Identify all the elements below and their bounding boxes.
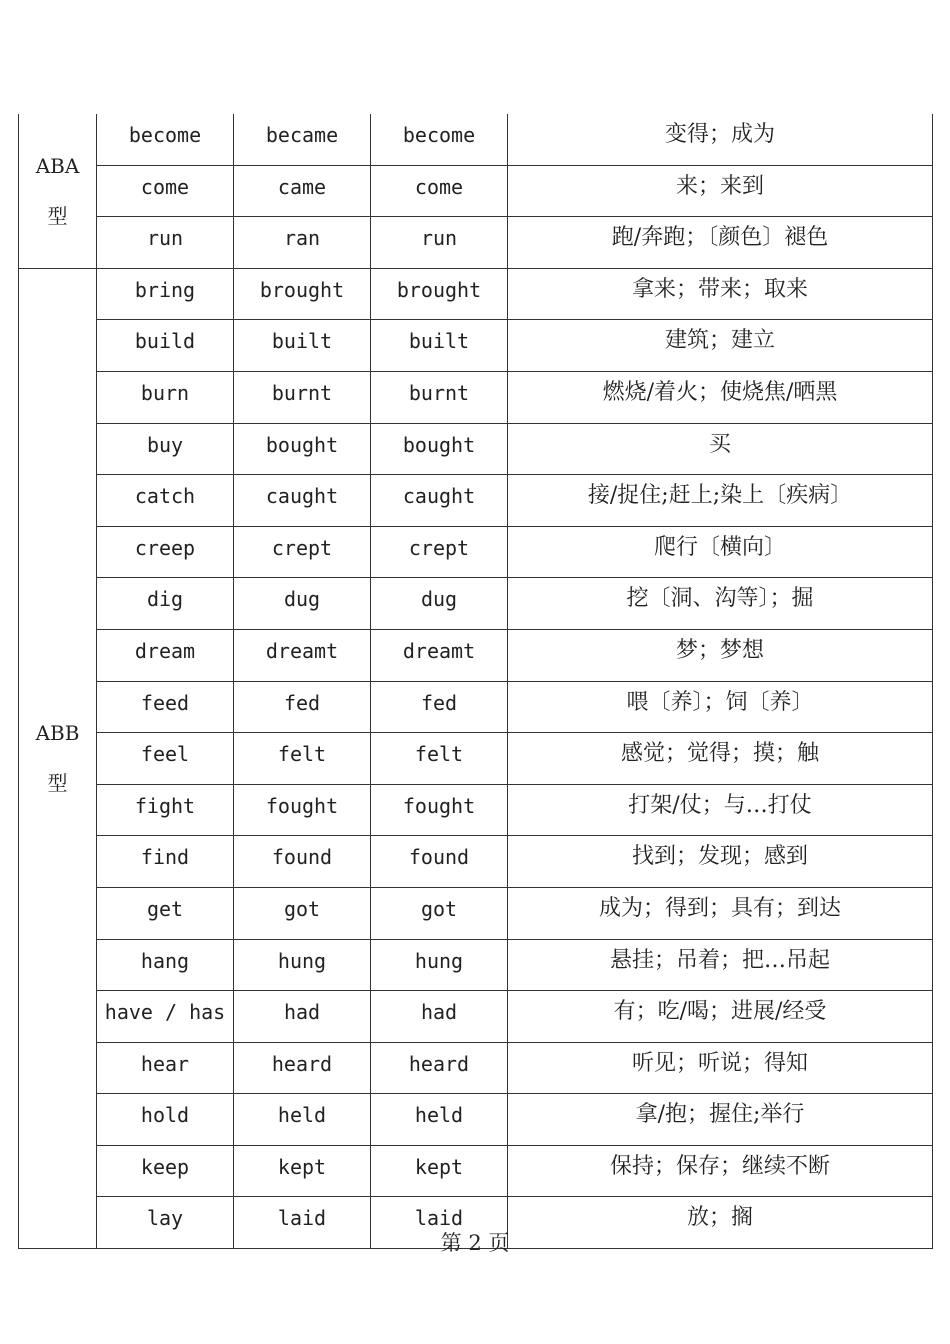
past-participle-cell: felt	[371, 733, 508, 785]
past-tense-cell: ran	[234, 217, 371, 269]
past-participle-cell: bought	[371, 423, 508, 475]
table-row	[19, 526, 933, 578]
past-tense-cell: crept	[234, 526, 371, 578]
table-row	[19, 1094, 933, 1146]
verb-table-body	[19, 114, 933, 1249]
past-participle-cell: found	[371, 836, 508, 888]
table-row	[19, 371, 933, 423]
past-participle-cell: got	[371, 887, 508, 939]
past-participle-cell: fed	[371, 681, 508, 733]
meaning-cell: 有；吃/喝；进展/经受	[508, 991, 933, 1043]
footer-page-number: 2	[468, 1231, 482, 1255]
table-row	[19, 784, 933, 836]
past-tense-cell: kept	[234, 1145, 371, 1197]
table-row	[19, 114, 933, 165]
base-form-cell: feed	[97, 681, 234, 733]
past-tense-cell: got	[234, 887, 371, 939]
past-participle-cell: dreamt	[371, 629, 508, 681]
meaning-cell: 保持；保存；继续不断	[508, 1145, 933, 1197]
past-participle-cell: come	[371, 165, 508, 217]
meaning-cell: 挖〔洞、沟等〕；掘	[508, 578, 933, 630]
meaning-cell: 找到；发现；感到	[508, 836, 933, 888]
past-tense-cell: brought	[234, 268, 371, 320]
meaning-cell: 买	[508, 423, 933, 475]
past-participle-cell: burnt	[371, 371, 508, 423]
past-participle-cell: become	[371, 114, 508, 165]
past-participle-cell: fought	[371, 784, 508, 836]
past-tense-cell: became	[234, 114, 371, 165]
base-form-cell: hear	[97, 1042, 234, 1094]
past-tense-cell: laid	[234, 1197, 371, 1249]
table-row	[19, 165, 933, 217]
meaning-cell: 打架/仗；与…打仗	[508, 784, 933, 836]
table-row	[19, 1145, 933, 1197]
base-form-cell: come	[97, 165, 234, 217]
page-footer	[0, 1228, 950, 1258]
past-participle-cell: caught	[371, 475, 508, 527]
base-form-cell: keep	[97, 1145, 234, 1197]
past-tense-cell: fed	[234, 681, 371, 733]
past-tense-cell: came	[234, 165, 371, 217]
past-tense-cell: had	[234, 991, 371, 1043]
meaning-cell: 拿来；带来；取来	[508, 268, 933, 320]
meaning-cell: 听见；听说；得知	[508, 1042, 933, 1094]
meaning-cell: 感觉；觉得；摸；触	[508, 733, 933, 785]
past-participle-cell: run	[371, 217, 508, 269]
base-form-cell: creep	[97, 526, 234, 578]
past-tense-cell: built	[234, 320, 371, 372]
table-row	[19, 733, 933, 785]
past-participle-cell: had	[371, 991, 508, 1043]
meaning-cell: 建筑；建立	[508, 320, 933, 372]
base-form-cell: build	[97, 320, 234, 372]
base-form-cell: have / has	[97, 991, 234, 1043]
past-participle-cell: built	[371, 320, 508, 372]
base-form-cell: get	[97, 887, 234, 939]
past-participle-cell: laid	[371, 1197, 508, 1249]
past-tense-cell: found	[234, 836, 371, 888]
past-tense-cell: held	[234, 1094, 371, 1146]
base-form-cell: hold	[97, 1094, 234, 1146]
meaning-cell: 成为；得到；具有；到达	[508, 887, 933, 939]
base-form-cell: dig	[97, 578, 234, 630]
verb-type-code: ABA	[35, 153, 80, 178]
base-form-cell: run	[97, 217, 234, 269]
table-row	[19, 836, 933, 888]
past-participle-cell: heard	[371, 1042, 508, 1094]
past-tense-cell: dreamt	[234, 629, 371, 681]
base-form-cell: fight	[97, 784, 234, 836]
base-form-cell: burn	[97, 371, 234, 423]
footer-prefix: 第	[440, 1231, 462, 1255]
table-row	[19, 681, 933, 733]
past-participle-cell: hung	[371, 939, 508, 991]
meaning-cell: 跑/奔跑；〔颜色〕褪色	[508, 217, 933, 269]
base-form-cell: buy	[97, 423, 234, 475]
base-form-cell: dream	[97, 629, 234, 681]
past-tense-cell: fought	[234, 784, 371, 836]
table-row	[19, 991, 933, 1043]
past-participle-cell: brought	[371, 268, 508, 320]
table-row	[19, 1042, 933, 1094]
meaning-cell: 喂〔养〕；饲〔养〕	[508, 681, 933, 733]
verb-type-code: ABB	[35, 721, 80, 746]
meaning-cell: 接/捉住;赶上;染上〔疾病〕	[508, 475, 933, 527]
base-form-cell: feel	[97, 733, 234, 785]
table-row	[19, 268, 933, 320]
meaning-cell: 来；来到	[508, 165, 933, 217]
table-row	[19, 320, 933, 372]
past-participle-cell: dug	[371, 578, 508, 630]
meaning-cell: 爬行〔横向〕	[508, 526, 933, 578]
base-form-cell: become	[97, 114, 234, 165]
base-form-cell: lay	[97, 1197, 234, 1249]
verb-type-suffix: 型	[47, 203, 68, 228]
table-row	[19, 939, 933, 991]
footer-suffix: 页	[488, 1231, 510, 1255]
verb-type-cell	[19, 268, 97, 1248]
meaning-cell: 拿/抱；握住;举行	[508, 1094, 933, 1146]
meaning-cell: 变得；成为	[508, 114, 933, 165]
table-row	[19, 629, 933, 681]
past-tense-cell: bought	[234, 423, 371, 475]
base-form-cell: bring	[97, 268, 234, 320]
past-tense-cell: hung	[234, 939, 371, 991]
past-tense-cell: caught	[234, 475, 371, 527]
past-participle-cell: held	[371, 1094, 508, 1146]
table-row	[19, 887, 933, 939]
past-tense-cell: dug	[234, 578, 371, 630]
verb-type-suffix: 型	[47, 771, 68, 796]
meaning-cell: 燃烧/着火；使烧焦/晒黑	[508, 371, 933, 423]
base-form-cell: hang	[97, 939, 234, 991]
table-row	[19, 475, 933, 527]
irregular-verb-table	[18, 114, 933, 1249]
table-row	[19, 423, 933, 475]
past-tense-cell: burnt	[234, 371, 371, 423]
table-row	[19, 578, 933, 630]
past-participle-cell: kept	[371, 1145, 508, 1197]
base-form-cell: catch	[97, 475, 234, 527]
base-form-cell: find	[97, 836, 234, 888]
past-participle-cell: crept	[371, 526, 508, 578]
past-tense-cell: heard	[234, 1042, 371, 1094]
verb-type-cell	[19, 114, 97, 268]
meaning-cell: 梦；梦想	[508, 629, 933, 681]
meaning-cell: 放；搁	[508, 1197, 933, 1249]
table-row	[19, 217, 933, 269]
past-tense-cell: felt	[234, 733, 371, 785]
meaning-cell: 悬挂；吊着；把…吊起	[508, 939, 933, 991]
